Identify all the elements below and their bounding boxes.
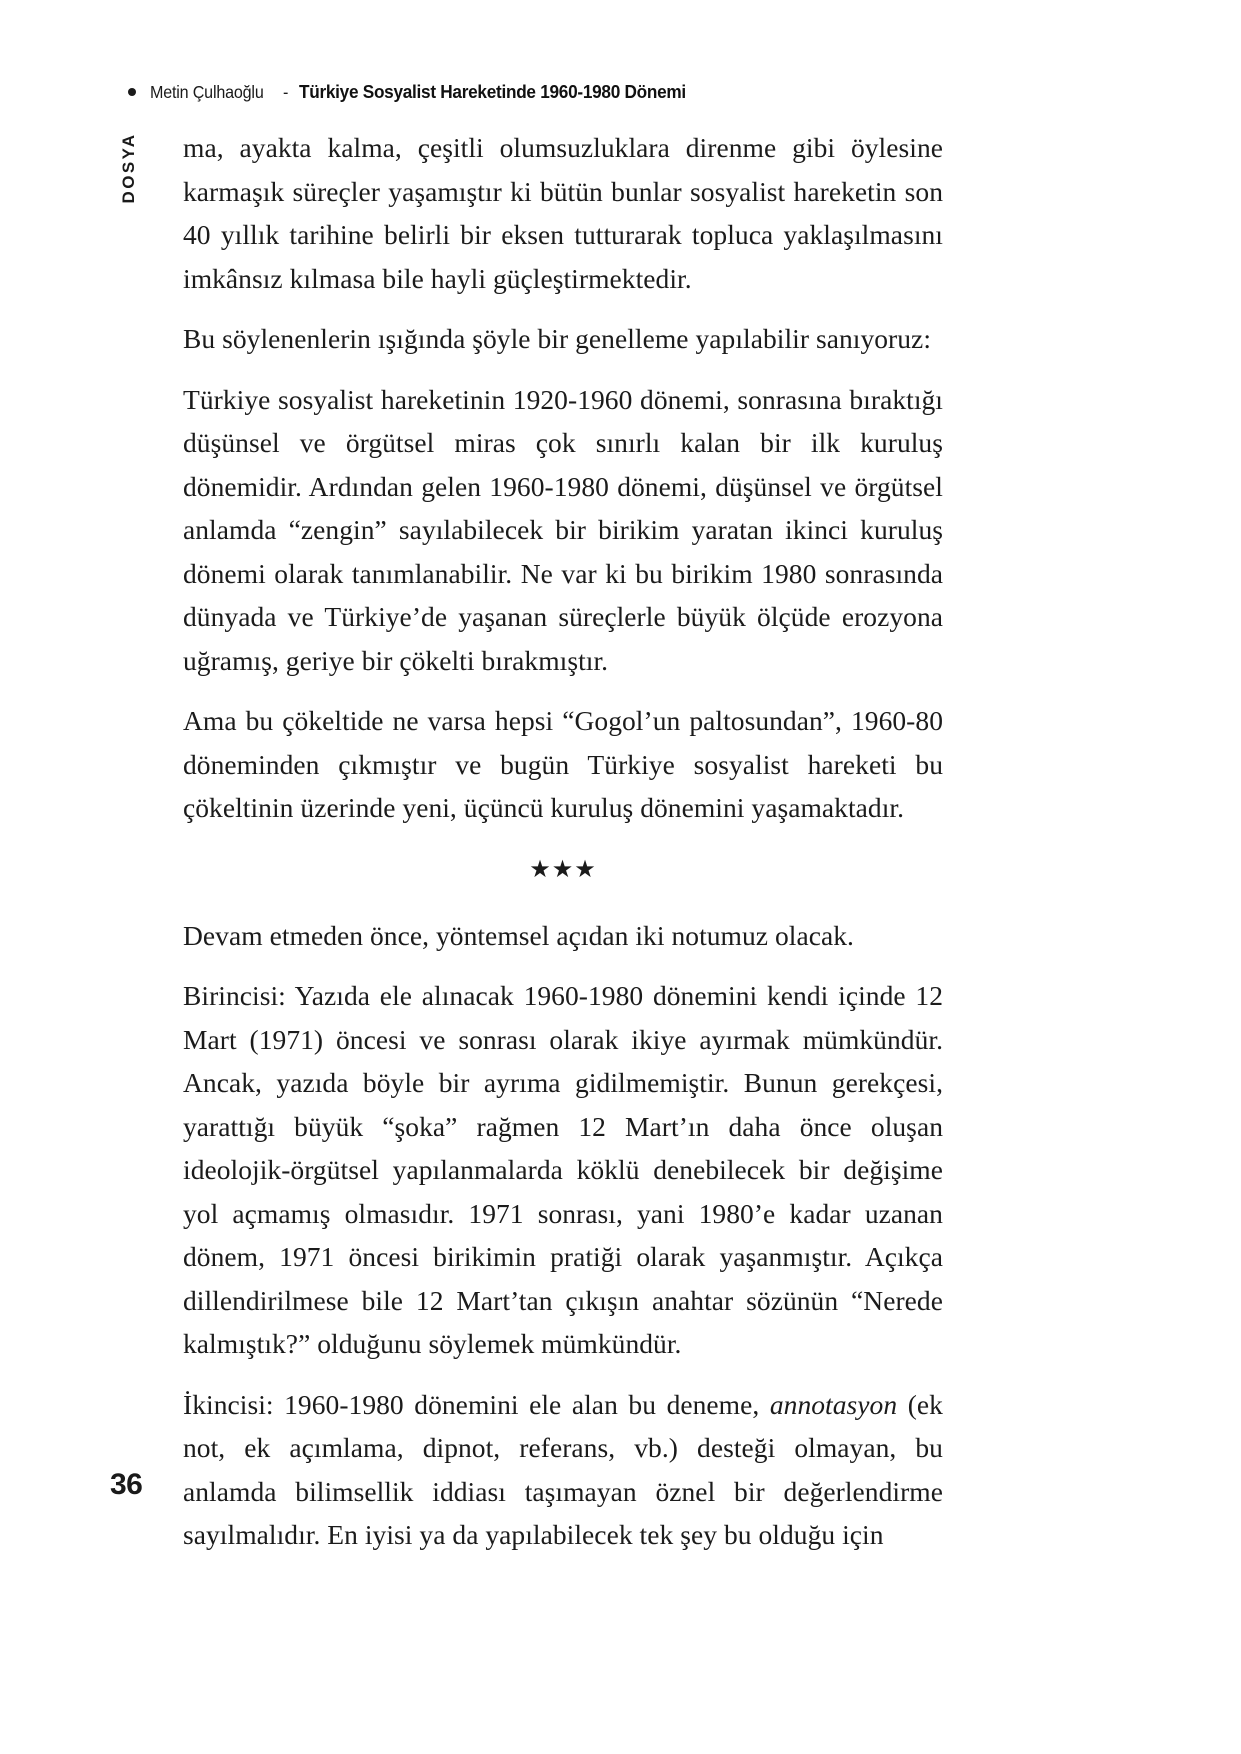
- paragraph-text-after-italic: (ek not, ek açımlama, dipnot, referans, vb.) desteği olmayan, bu anlamda bilimsellik iddiası taşımayan öznel bir değerlendirme sayılmalıdır. En iyisi ya da yapılabilecek tek şey bu olduğu için: [183, 1388, 943, 1550]
- paragraph: ma, ayakta kalma, çeşitli olumsuzluklara direnme gibi öylesine karmaşık süreçler yaşamıştır ki bütün bunlar sosyalist hareketin son 40 yıllık tarihine belirli bir eksen tutturarak topluca yaklaşılmasını imkânsız kılmasa bile hayli güçleştirmektedir.: [183, 132, 943, 294]
- page-number: 36: [110, 1468, 143, 1501]
- italic-term: annotasyon: [769, 1388, 898, 1420]
- section-tab: [112, 108, 146, 228]
- section-divider: ★★★: [529, 856, 597, 883]
- paragraph-text-before-italic: İkincisi: 1960-1980 dönemini ele alan bu deneme,: [183, 1388, 770, 1420]
- bullet-icon: [128, 88, 136, 96]
- section-tab-label: DOSYA: [119, 132, 138, 204]
- running-header: [128, 78, 948, 106]
- paragraph-with-italic: [183, 1383, 943, 1557]
- paragraph: Bu söylenenlerin ışığında şöyle bir genelleme yapılabilir sanıyoruz:: [183, 323, 932, 354]
- paragraph: Devam etmeden önce, yöntemsel açıdan iki notumuz olacak.: [183, 919, 854, 951]
- paragraph: Türkiye sosyalist hareketinin 1920-1960 dönemi, sonrasına bıraktığı düşünsel ve örgütsel miras çok sınırlı kalan bir ilk kuruluş dönemidir. Ardından gelen 1960-1980 dönemi, düşünsel ve örgütsel anlamda “zengin” sayılabilecek bir birikim yaratan ikinci kuruluş dönemi olarak tanımlanabilir. Ne var ki bu birikim 1980 sonrasında dünyada ve Türkiye’de yaşanan süreçlerle büyük ölçüde erozyona uğramış, geriye bir çökelti bırakmıştır.: [183, 383, 943, 676]
- body-text-column: [183, 126, 943, 1557]
- header-author-name: Metin Çulhaoğlu: [150, 81, 264, 102]
- paragraph: Birincisi: Yazıda ele alınacak 1960-1980 dönemini kendi içinde 12 Mart (1971) öncesi ve sonrası olarak ikiye ayırmak mümkündür. Ancak, yazıda böyle bir ayrıma gidilmemiştir. Bunun gerekçesi, yarattığı büyük “şoka” rağmen 12 Mart’ın daha önce oluşan ideolojik-örgütsel yapılanmalarda köklü denebilecek bir değişime yol açmamış olmasıdır. 1971 sonrası, yani 1980’e kadar uzanan dönem, 1971 öncesi birikimin pratiği olarak yaşanmıştır. Açıkça dillendirilmese bile 12 Mart’tan çıkışın anahtar sözünün “Nerede kalmıştık?” olduğunu söylemek mümkündür.: [183, 980, 943, 1359]
- paragraph: Ama bu çökeltide ne varsa hepsi “Gogol’un paltosundan”, 1960-80 döneminden çıkmıştır ve bugün Türkiye sosyalist hareketi bu çökeltinin üzerinde yeni, üçüncü kuruluş dönemini yaşamaktadır.: [183, 705, 943, 823]
- header-separator: -: [283, 81, 289, 102]
- header-article-title: Türkiye Sosyalist Hareketinde 1960-1980 Dönemi: [299, 81, 687, 102]
